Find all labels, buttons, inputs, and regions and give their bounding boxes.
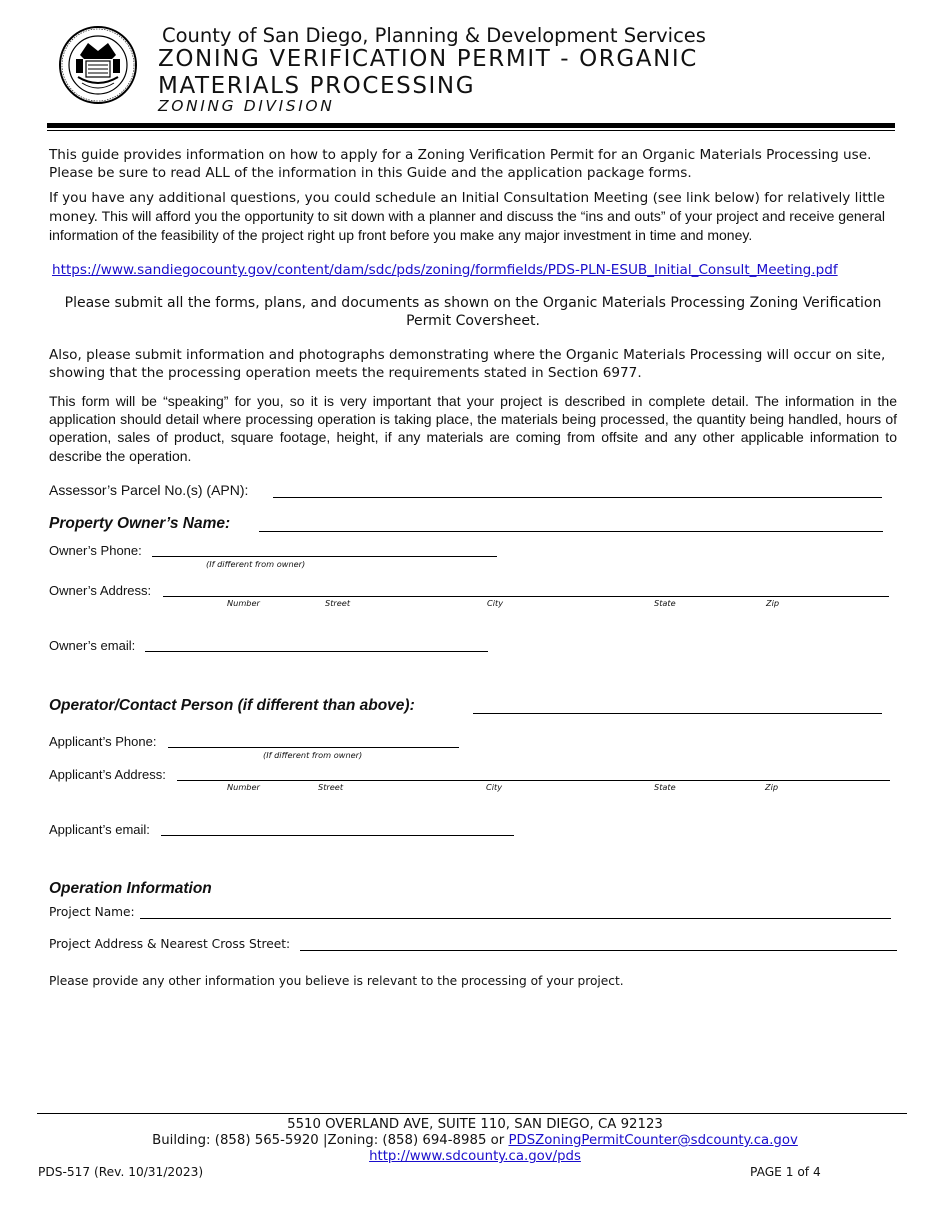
footer-website-link[interactable]: http://www.sdcounty.ca.gov/pds xyxy=(369,1149,581,1164)
applicant-addr-number-caption: Number xyxy=(227,782,260,792)
applicant-phone-label: Applicant’s Phone: xyxy=(49,734,157,749)
intro-paragraph-2 xyxy=(49,189,897,246)
owner-addr-street-caption: Street xyxy=(325,598,351,608)
intro-paragraph-4: Also, please submit information and photographs demonstrating where the Organic Materials Processing will occur on site, showing that the processing operation meets the requirements stated in Section 6977. xyxy=(49,347,886,382)
owner-name-field[interactable] xyxy=(259,531,883,532)
owner-address-label: Owner’s Address: xyxy=(49,583,152,598)
page-title xyxy=(158,46,698,100)
owner-phone-label: Owner’s Phone: xyxy=(49,543,142,558)
owner-phone-field[interactable] xyxy=(152,556,497,557)
project-name-field[interactable] xyxy=(140,918,891,919)
owner-email-field[interactable] xyxy=(145,651,488,652)
apn-field[interactable] xyxy=(273,497,882,498)
applicant-addr-city-caption: City xyxy=(486,782,503,792)
operator-section-heading: Operator/Contact Person (if different than above): xyxy=(49,697,415,714)
county-seal-logo xyxy=(58,25,138,105)
project-address-label: Project Address & Nearest Cross Street: xyxy=(49,937,291,951)
agency-name: County of San Diego, Planning & Development Services xyxy=(162,24,706,47)
applicant-email-field[interactable] xyxy=(161,835,514,836)
applicant-address-field[interactable] xyxy=(177,780,890,781)
other-info-prompt: Please provide any other information you believe is relevant to the processing of your project. xyxy=(49,974,624,988)
intro-paragraph-5: This form will be “speaking” for you, so it is very important that your project is described in complete detail. The information in the application should detail where processing operation is taking place, the materials being processed, the quantity being handled, hours of operation, sales of product, square footage, height, if any materials are coming from offsite and any other applicable information to describe the operation. xyxy=(49,393,897,464)
applicant-phone-note: (If different from owner) xyxy=(263,750,363,760)
division-name: ZONING DIVISION xyxy=(158,97,335,115)
footer-phones: Building: (858) 565-5920 |Zoning: (858) 694-8985 or xyxy=(152,1133,509,1148)
owner-addr-city-caption: City xyxy=(487,598,504,608)
submit-instructions: Please submit all the forms, plans, and documents as shown on the Organic Materials Processing Zoning Verification Permit Coversheet. xyxy=(64,295,882,330)
title-line-1: ZONING VERIFICATION PERMIT - ORGANIC xyxy=(158,46,698,72)
title-line-2: MATERIALS PROCESSING xyxy=(158,73,476,99)
applicant-addr-state-caption: State xyxy=(654,782,676,792)
owner-email-label: Owner’s email: xyxy=(49,638,136,653)
operator-name-field[interactable] xyxy=(473,713,882,714)
apn-label: Assessor’s Parcel No.(s) (APN): xyxy=(49,482,249,498)
operation-section-heading: Operation Information xyxy=(49,880,212,897)
intro-p2-rest: This will afford you the opportunity to sit down with a planner and discuss the “ins and outs” of your project and receive general information of the feasibility of the project right up front before you make any major investment in time and money. xyxy=(49,208,886,244)
owner-addr-zip-caption: Zip xyxy=(766,598,780,608)
owner-addr-number-caption: Number xyxy=(227,598,260,608)
applicant-addr-street-caption: Street xyxy=(318,782,344,792)
owner-address-field[interactable] xyxy=(163,596,889,597)
owner-addr-state-caption: State xyxy=(654,598,676,608)
footer-contact xyxy=(0,1132,950,1149)
applicant-addr-zip-caption: Zip xyxy=(765,782,779,792)
footer-website xyxy=(0,1148,950,1165)
page-number: PAGE 1 of 4 xyxy=(750,1165,821,1179)
header-rule-thin xyxy=(47,130,895,131)
project-address-field[interactable] xyxy=(300,950,897,951)
applicant-phone-field[interactable] xyxy=(168,747,459,748)
project-name-label: Project Name: xyxy=(49,905,135,919)
consultation-link[interactable]: https://www.sandiegocounty.gov/content/dam/sdc/pds/zoning/formfields/PDS-PLN-ESUB_Initial_Consult_Meeting.pdf xyxy=(52,262,838,278)
owner-section-heading: Property Owner’s Name: xyxy=(49,515,231,532)
applicant-address-label: Applicant’s Address: xyxy=(49,767,166,782)
owner-phone-note: (If different from owner) xyxy=(206,559,306,569)
form-id: PDS-517 (Rev. 10/31/2023) xyxy=(38,1165,204,1179)
header-rule-thick xyxy=(47,123,895,128)
applicant-email-label: Applicant’s email: xyxy=(49,822,150,837)
footer-email-link[interactable]: PDSZoningPermitCounter@sdcounty.ca.gov xyxy=(508,1133,798,1148)
intro-paragraph-1: This guide provides information on how to apply for a Zoning Verification Permit for an Organic Materials Processing use. Please be sure to read ALL of the information in this Guide and the application package forms. xyxy=(49,147,872,182)
footer-rule xyxy=(37,1113,907,1114)
footer-address: 5510 OVERLAND AVE, SUITE 110, SAN DIEGO, CA 92123 xyxy=(287,1117,663,1132)
intro-p2-lead: If you have any additional questions, you could schedule an Initial Consultation Meeting (see link below) for relatively little money. xyxy=(49,190,886,226)
